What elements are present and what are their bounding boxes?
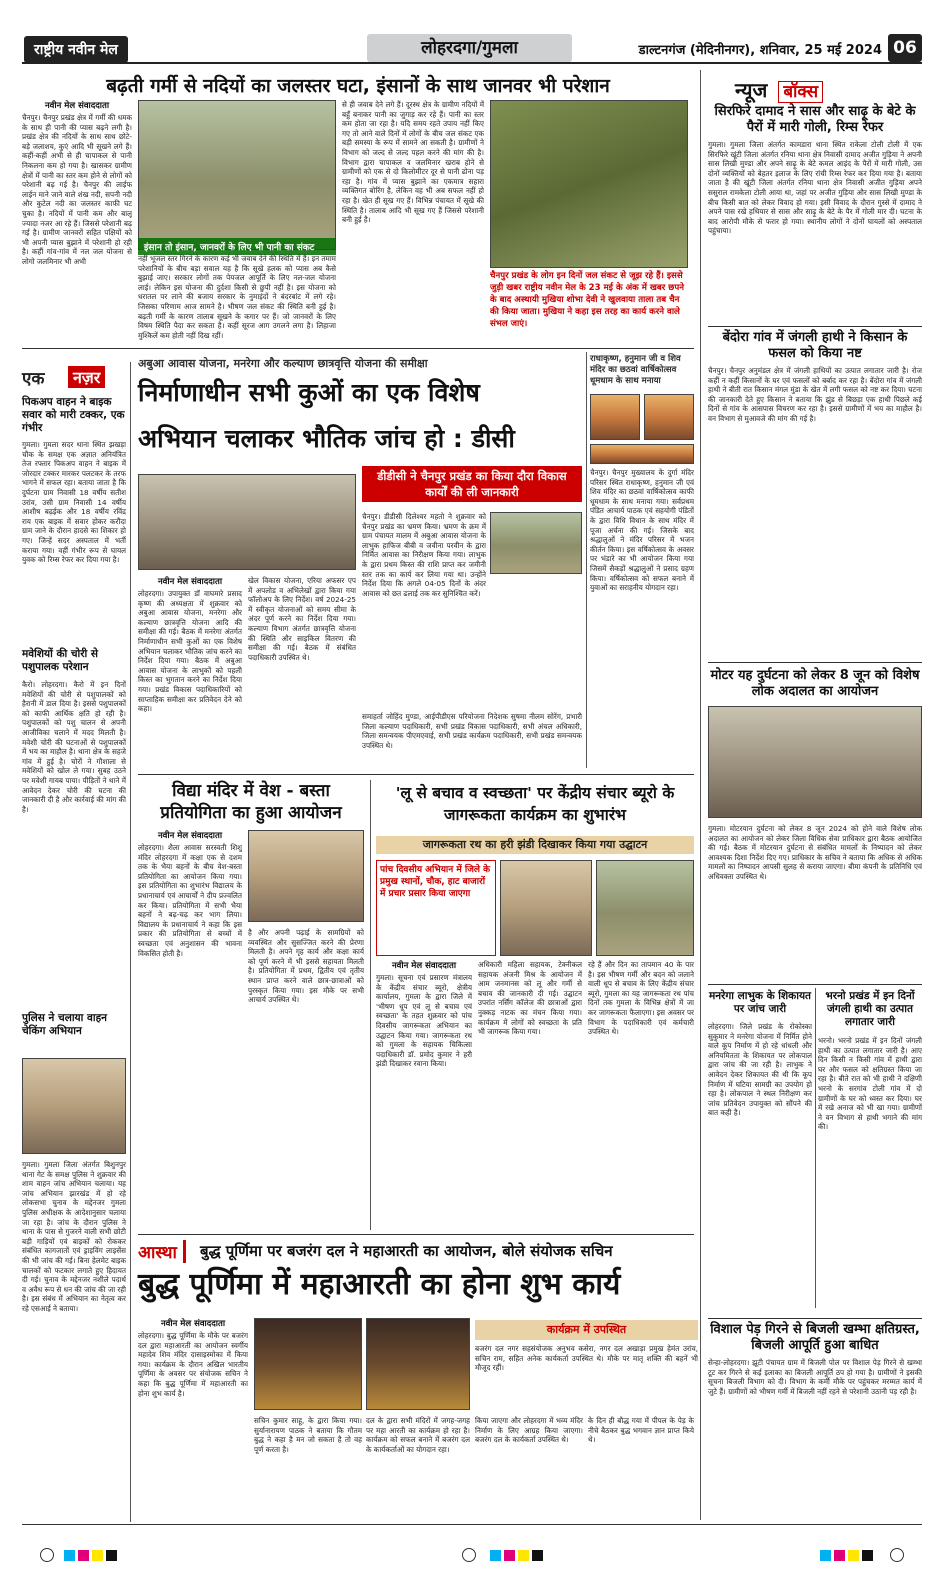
news-box-headline: बेंदोरा गांव में जंगली हाथी ने किसान के फसल को किया नष्ट — [722, 330, 908, 361]
color-swatch — [532, 1550, 543, 1561]
registration-mark — [40, 1548, 54, 1562]
section-title: लोहरदगा/गुमला — [367, 34, 572, 62]
color-swatch — [518, 1550, 529, 1561]
dateline: डाल्टनगंज (मेदिनीनगर), शनिवार, 25 मई 2024 — [638, 43, 882, 58]
side-headline: मवेशियों की चोरी से पशुपालक परेशान — [22, 648, 99, 673]
photo-banner — [596, 860, 694, 956]
divider — [708, 662, 922, 663]
news-box-headline: मोटर यह दुर्घटना को लेकर 8 जून को विशेष लोक अदालत का आयोजन — [710, 668, 920, 699]
section-tag: आस्था — [138, 1240, 186, 1263]
tan-bar: जागरूकता रथ का हरी झंडी दिखाकर किया गया उद्घाटन — [376, 836, 694, 854]
headline-line1: निर्माणाधीन सभी कुओं का एक विशेष — [138, 378, 480, 407]
article-body: रहे हैं और दिन का तापमान 40 के पार है। इस भीषण गर्मी और बदन को जलाने वाली धूप से बचाव के लिए केंद्रीय संचार ब्यूरो, गुमला का यह जागरूकता रथ पांच दिनों तक गुमला के विभिन्न क्षेत्रों में जा कर जागरूकता फैलाएगा। इस अवसर पर विभाग के पदाधिकारी एवं कर्मचारी उपस्थित थे। — [588, 960, 694, 1037]
article-body: गुमला। सूचना एवं प्रसारण मंत्रालय के केंद्रीय संचार ब्यूरो, क्षेत्रीय कार्यालय, गुमला के द्वारा जिले में 'भीषण धूप एवं लू से बचाव एवं स्वच्छता' के तहत शुक्रवार को पांच दिवसीय जागरूकता अभियान का उद्घाटन किया गया। जागरूकता रथ को गुमला के सहायक चिकित्सा पदाधिकारी डॉ. प्रमोद कुमार ने हरी झंडी दिखाकर रवाना किया। — [376, 973, 472, 1069]
masthead — [22, 34, 922, 64]
divider — [22, 348, 694, 349]
photo-caption: चैनपुर प्रखंड के लोग इन दिनों जल संकट से जूझ रहे हैं। इससे जुड़ी खबर राष्ट्रीय नवीन मेल के 23 मई के अंक में खबर छपने के बाद अस्थायी मुखिया शोभा देवी ने खुलवाया ताला तब चैन की किया जाता। मुखिया ने कहा इस तरह का कार्य करने वाले संभल जाएं। — [490, 271, 684, 329]
article-body: लोहरदगा। उपायुक्त डॉ वाघमारे प्रसाद कृष्ण की अध्यक्षता में शुक्रवार को अबुआ आवास योजना, मनरेगा और कल्याण छात्रवृत्ति योजना आदि की समीक्षा की गई। बैठक में मनरेगा अंतर्गत निर्माणाधीन सभी कुओं का एक विशेष अभियान चलाकर भौतिक जांच करने का निर्देश दिया गया। बैठक में अबुआ आवास योजना के लाभुकों को पहली किस्त का भुगतान करने का निर्देश दिया गया। प्रखंड विकास पदाधिकारियों को साप्ताहिक समीक्षा कर प्रतिवेदन देने को कहा। — [138, 589, 242, 714]
article-body: गुमला। गुमला सदर थाना स्थित झखड़ा चौक के समक्ष एक अज्ञात अनियंत्रित तेज रफ्तार पिकअप वाहन ने बाइक में जोरदार टक्कर मारकर पलटकर के तरफ भागने में सफल रहा। बताया जाता है कि दुर्घटना ग्राम निवासी 18 वर्षीय सतीश उरांव, उसी ग्राम निवासी 14 वर्षीय आशीष बढ़ईक और 18 वर्षीय रविंद्र राय एक बाइक में सवार होकर करौंदा ग्राम जाने के दौरान हादसे का शिकार हो गए। जिन्हें सदर अस्पताल में भर्ती कराया गया। वहीं गंभीर रूप से घायल युवक को रिम्स रेफर कर दिया गया है। — [22, 440, 126, 565]
divider — [138, 774, 694, 775]
headline: बुद्ध पूर्णिमा में महाआरती का होना शुभ कार्य — [138, 1267, 621, 1302]
article-body: गुमला। मोटरयान दुर्घटना को लेकर 8 जून 2024 को होने वाले विशेष लोक अदालत का आयोजन को लेकर जिला विधिक सेवा प्राधिकार द्वारा बैठक आयोजित की गई। बैठक में मोटरयान दुर्घटना से संबंधित मामलों के निष्पादन को लेकर आवश्यक दिशा निर्देश दिए गए। प्राधिकार के सचिव ने बताया कि अधिक से अधिक मामलों का निष्पादन आपसी सुलह से कराया जाएगा। बीमा कंपनी के प्रतिनिधि एवं अधिवक्ता उपस्थित थे। — [708, 824, 922, 881]
news-box-headline: विशाल पेड़ गिरने से बिजली खम्भा क्षतिग्रस्त, बिजली आपूर्ति हुआ बाधित — [710, 1322, 920, 1353]
article-body: से ही जवाब देने लगे हैं। दूरस्थ क्षेत्र के ग्रामीण नदियों में बहुँ बनाकर पानी का जुगाड़ कर रहे हैं। पानी का स्तर कम होता जा रहा है। यदि समय रहते उपाय नहीं किए गए तो आने वाले दिनों में लोगों के बीच जल संकट एक बड़ी समस्या के रूप में सामने आ सकती है। ग्रामीणों ने विभाग को जल्द से जल्द पहल करने की मांग की है। विभाग द्वारा चापाकल व जलमिनार खराब होने से ग्रामीणों को एक से दो किलोमीटर दूर से पानी ढोना पड़ रहा है। गांव में प्यास बुझाने का एकमात्र सहारा व्यक्तिगत बोरिंग है, लेकिन वह भी अब सफल नहीं हो रहा है। खेत ही सूख गए हैं। विभिन्न पंचायत में सूखे की स्थिति है। तालाब आदि भी सूख गए हैं जिससे परेशानी बनी हुई है। — [342, 100, 484, 225]
color-swatch — [862, 1550, 873, 1561]
color-swatch — [64, 1550, 75, 1561]
divider — [708, 984, 922, 985]
registration-mark — [462, 1548, 476, 1562]
kicker: बुद्ध पूर्णिमा पर बजरंग दल ने महाआरती का आयोजन, बोले संयोजक सचिन — [200, 1242, 613, 1260]
byline: नवीन मेल संवाददाता — [391, 961, 457, 971]
photo-aarti — [254, 1318, 362, 1410]
color-swatch — [820, 1550, 831, 1561]
article-body: चैनपुर। चैनपुर मुख्यालय के दुर्गा मंदिर परिसर स्थित राधाकृष्ण, हनुमान जी एवं शिव मंदिर का छठवां वार्षिकोत्सव काफी धूमधाम के साथ मनाया गया। सर्वप्रथम पंडित आचार्य पाठक एवं सहयोगी पंडितों के द्वारा विधि विधान के साथ मंदिर में पूजा अर्चना की गई। जिसके बाद श्रद्धालुओं ने मंदिर परिसर में भजन कीर्तन किया। इस वर्षिकोत्सव के अवसर पर भंडारे का भी आयोजन किया गया जिसमें सैकड़ों श्रद्धालुओं ने प्रसाद ग्रहण किया। वर्षिकोत्सव को सफल बनाने में युवाओं का सराहनीय योगदान रहा। — [590, 468, 694, 593]
column-divider — [700, 70, 701, 1520]
color-swatch — [78, 1550, 89, 1561]
label-black: एक — [22, 366, 44, 389]
photo-temple — [590, 394, 640, 440]
article-body: चैनपुर। चैनपुर अनुमंडल क्षेत्र में जंगली हाथियों का उत्पात लगातार जारी है। रोज कहीं न कहीं किसानों के घर एवं फसलों को बर्बाद कर रहा है। बेंदोरा गांव में जंगली हाथी ने बीती रात किसान मंगल मुंडा के खेत में लगी फसल को नष्ट कर दिया। घटना की जानकारी देते हुए किसान ने बताया कि झुंड से बिछड़ा एक हाथी पिछले कई दिनों से गांव के आसपास विचरण कर रहा है। इससे ग्रामीणों में भय का माहौल है। वन विभाग से मुआवजे की मांग की गई है। — [708, 366, 922, 423]
article-body: किया जाएगा और लोहरदगा में भव्य मंदिर निर्माण के लिए आग्रह किया जाएगा। बजरंग दल के कार्यकर्ता उपस्थित थे। — [475, 1416, 583, 1445]
photo-temple — [590, 444, 694, 464]
article-body: गुमला। गुमला जिला अंतर्गत बिशुनपुर थाना गेट के समक्ष पुलिस ने शुक्रवार की शाम वाहन जांच अभियान चलाया। यह जांच अभियान झारखंड में हो रहे लोकसभा चुनाव के मद्देनजर गुमला पुलिस अधीक्षक के आदेशानुसार चलाया जा रहा है। जांच के दौरान पुलिस ने थाना के पास से गुजरने वाली सभी छोटी बड़ी गाड़ियों एवं बाइकों को रोककर संबंधित कागजातों एवं ड्राइविंग लाइसेंस की भी जांच की गई। बिना हेलमेट बाइक चालकों को फटकार लगाते हुए हिदायत दी गई। चुनाव के मद्देनजर नशीले पदार्थ व अवैध रूप से धन की जांच की जा रही है। इस संबंध में अभियान का नेतृत्व कर रहे एसआई ने बताया। — [22, 1160, 126, 1313]
divider — [708, 1318, 922, 1319]
color-swatch — [92, 1550, 103, 1561]
article-body: सचिन कुमार साहू, के द्वारा किया गया। सुर्यानारायण पाठक ने बताया कि गौतम बुद्ध ने कहा है मन जो सकता है तो वह पूर्ण करता है। — [254, 1416, 362, 1454]
label-red: बॉक्स — [778, 81, 823, 103]
article-body: बजरंग दल नगर सहसंयोजक अनुभव कसेरा, नगर दल अखाड़ा प्रमुख हेमंत उरांव, सचिन राम, सहित अनेक कार्यकर्ता उपस्थित थे। मौके पर मातृ शक्ति की बहनें भी मौजूद रहीं। — [475, 1344, 698, 1373]
photo-site-visit — [490, 512, 582, 574]
subheadline: डीडीसी ने चैनपुर प्रखंड का किया दौरा विकास कार्यों की ली जानकारी — [362, 466, 582, 502]
news-box-headline: भरनो प्रखंड में इन दिनों जंगली हाथी का उत्पात लगातार जारी — [825, 990, 915, 1028]
article-body: चैनपुर। डीडीसी दिलेश्वर महतो ने शुक्रवार को चैनपुर प्रखंड का भ्रमण किया। भ्रमण के क्रम में ग्राम पंचायत मालम में अबुआ आवास योजना के लाभुक हाफिज बीबी व जवीना परवीन के द्वारा निर्मित आवास का निरीक्षण किया गया। लाभुक के द्वारा प्रथम किस्त की राशि प्राप्त कर जमीनी स्तर तक का कार्य कर लिया गया था। उन्होंने निर्देश दिया कि अगले 04-05 दिनों के अंदर आवास को छत ढलाई तक कर सुनिश्चित करें। — [362, 512, 486, 598]
article-body: के दिन ही बौद्ध गया में पीपल के पेड़ के नीचे बैठकर बुद्ध भगवान ज्ञान प्राप्त किये थे। — [588, 1416, 694, 1445]
article-body: अधिकारी महिला सहायक, टेक्नीकल सहायक अंजनी मिश्र के आयोजन में आम जनमानस को लू और गर्मी से बचाव की जानकारी दी गई। उद्घाटन उपरांत नर्सिंग कॉलेज की छात्राओं द्वारा नुक्कड़ नाटक का मंचन किया गया। कार्यक्रम में लोगों को स्वच्छता के प्रति भी जागरूक किया गया। — [478, 960, 582, 1037]
article-body: कैरो। लोहरदगा। कैरो में इन दिनों मवेशियों की चोरी से पशुपालकों को हैरानी में डाल दिया है। इससे पशुपालकों को काफी आर्थिक क्षति हो रही है। पशुपालकों को पशु चालन से अपनी आजीविका चलाने में मदद मिलती है। मवेशी चोरी की घटनाओं से पशुपालकों में भय का माहौल है। थाना क्षेत्र के सहजे गांव में हुई है। चोरों ने गौशाला से मवेशियों को खोल ले गया। सुबह उठने पर मवेशी गायब पाया। पीड़ितों ने थाने में आवेदन देकर चोरी की घटना की जानकारी दी है और कार्रवाई की मांग की है। — [22, 680, 126, 814]
side-headline: पुलिस ने चलाया वाहन चेकिंग अभियान — [22, 1012, 107, 1037]
column-divider — [586, 352, 587, 768]
column-divider — [815, 988, 816, 1308]
paper-name: राष्ट्रीय नवीन मेल — [24, 36, 128, 63]
photo-caption: इंसान तो इंसान, जानवरों के लिए भी पानी का संकट — [138, 238, 336, 255]
article-body: गुमला। गुमला जिला अंतर्गत कामडारा थाना स्थित राकेला टोली टोली में एक सिरफिरे खूंटी जिला अंतर्गत रनिया थाना क्षेत्र निवासी दामाद अजीत गुड़िया ने अपनी सास लिखी मुण्डा और अपने साढ़ू के बेटे कमल आइंद के पैरों में मारी गोली, उस दोनों व्यक्तियों को बेहतर इलाज के लिए रांची रिम्स रेफर कर दिया गया है। बताया जाता है की खूंटी जिला अंतर्गत रनिया थाना क्षेत्र निवासी अजीत गुड़िया अपने ससुराल रामकेला टोली आया था, जहां पर अजीत गुड़िया और सास लिखी मुण्डा के बीच किसी बात को लेकर विवाद हो गया। इसी विवाद के दौरान गुस्से में दामाद ने अपने पास रखे हथियार से सास और साढ़ू के बेटे के पैर में गोली मार दी। घटना के बाद आरोपी मौके से फरार हो गया। स्थानीय लोगों ने दोनों घायलों को अस्पताल पहुंचाया। — [708, 140, 922, 236]
divider — [138, 1234, 694, 1235]
photo-students — [248, 830, 364, 922]
photo-temple — [644, 394, 694, 440]
photo-rally — [500, 860, 592, 956]
page-number: 06 — [888, 34, 922, 62]
label-black: न्यूज — [735, 78, 768, 102]
article-body: खेल विकास योजना, एरिया अफसर एप में अपलोड व अभिलेखों द्वारा किया गया फॉलोअप के लिए निर्देश। वर्ष 2024-25 में स्वीकृत योजनाओं को समय सीमा के अंदर पूर्ण करने का निर्देश दिया गया। कल्याण विभाग अंतर्गत छात्रवृत्ति योजना की स्थिति और साइकिल वितरण की समीक्षा की गई। बैठक में संबंधित पदाधिकारी उपस्थित थे। — [248, 576, 356, 662]
color-swatch — [834, 1550, 845, 1561]
registration-mark — [890, 1548, 904, 1562]
article-body: है और अपनी पढ़ाई के सामग्रियों को व्यवस्थित और सुसज्जित करने की प्रेरणा मिलती है। अपने गृह कार्य और कक्षा कार्य को पूर्ण करने में भी इससे सहायता मिलती है। प्रतियोगिता में प्रथम, द्वितीय एवं तृतीय स्थान प्राप्त करने वाले छात्र-छात्राओं को पुरस्कृत किया गया। इस मौके पर सभी आचार्य उपस्थित थे। — [248, 928, 364, 1005]
photo-handpump — [490, 100, 688, 268]
news-box-headline: मनरेगा लाभुक के शिकायत पर जांच जारी — [708, 990, 812, 1015]
headline: विद्या मंदिर में वेश - बस्ता प्रतियोगिता का हुआ आयोजन — [160, 781, 342, 823]
kicker: अबुआ आवास योजना, मनरेगा और कल्याण छात्रवृत्ति योजना की समीक्षा — [138, 357, 428, 370]
article-body: लोहरदगा। शैला आवास सरस्वती शिशु मंदिर लोहरदगा में कक्षा एक से दशम तक के भैया बहनों के बीच वेश-बस्ता प्रतियोगिता का आयोजन किया गया। इस प्रतियोगिता का शुभारंभ विद्यालय के प्रधानाचार्य एवं आचार्यों ने दीप प्रज्वलित कर किया। प्रतियोगिता में सभी भैया बहनों ने बढ़-चढ़ कर भाग लिया। विद्यालय के प्रधानाचार्य ने कहा कि इस प्रकार की प्रतियोगिता से बच्चों में स्वच्छता एवं अनुशासन की भावना विकसित होती है। — [138, 843, 242, 958]
photo-dry-river — [138, 100, 336, 250]
photo-lok-adalat — [708, 706, 922, 818]
photo-meeting — [138, 474, 356, 570]
article-body: दल के द्वारा सभी मंदिरों में जगह-जगह पर महा आरती का कार्यक्रम हो रहा है। कार्यक्रम को सफल बनाने में बजरंग दल के कार्यकर्ताओं का योगदान रहा। — [366, 1416, 470, 1454]
headline: 'लू से बचाव व स्वच्छता' पर केंद्रीय संचार ब्यूरो के जागरूकता कार्यक्रम का शुभारंभ — [395, 784, 675, 824]
color-swatch — [848, 1550, 859, 1561]
news-box-headline: सिरफिरे दामाद ने सास और साढ़ू के बेटे के पैरों में मारी गोली, रिम्स रेफर — [714, 104, 916, 135]
byline: नवीन मेल संवाददाता — [157, 577, 223, 587]
column-divider — [370, 780, 371, 1230]
article-body: लोहरदगा। बुद्ध पूर्णिमा के मौके पर बजरंग दल द्वारा महाआरती का आयोजन स्वर्गीय महादेव शिव मंदिर दासाइस्मोका में किया गया। कार्यक्रम के दौरान अखिल भारतीय पूर्णिमा के अवसर पर संयोजक सचिन ने कहा कि बुद्ध पूर्णिमा में महाआरती का होना शुभ कार्य है। — [138, 1331, 248, 1398]
highlight-box: पांच दिवसीय अभियान में जिले के प्रमुख स्थानों, चौक, हाट बाजारों में प्रचार प्रसार किया जाएगा — [376, 860, 496, 956]
photo-aarti — [366, 1318, 470, 1410]
label-red: नज़र — [68, 366, 105, 388]
headline-line2: अभियान चलाकर भौतिक जांच हो : डीसी — [138, 424, 515, 453]
side-headline: पिकअप वाहन ने बाइक सवार को मारी टक्कर, एक गंभीर — [22, 396, 125, 434]
photo-vehicle-check — [22, 1058, 126, 1154]
kicker: राधाकृष्ण, हनुमान जी व शिव मंदिर का छठवां वार्षिकोत्सव धूमधाम के साथ मनाया — [590, 354, 681, 386]
ek-nazar-label — [22, 366, 124, 390]
color-swatch — [106, 1550, 117, 1561]
color-swatch — [490, 1550, 501, 1561]
divider — [708, 326, 922, 327]
article-body: भरनो। भरनो प्रखंड में इन दिनों जंगली हाथी का उत्पात लगातार जारी है। आए दिन किसी न किसी गांव में हाथी द्वारा घर और फसल को क्षतिग्रस्त किया जा रहा है। बीते रात को भी हाथी ने दक्षिणी भरनो के सरगांव टोली गांव में दो ग्रामीणों के घर को ध्वस्त कर दिया। घर में रखे अनाज को भी खा गया। ग्रामीणों ने वन विभाग से हाथी भगाने की मांग की। — [818, 1036, 922, 1132]
lead-headline: बढ़ती गर्मी से नदियों का जलस्तर घटा, इंसानों के साथ जानवर भी परेशान — [106, 75, 610, 97]
program-label: कार्यक्रम में उपस्थित — [475, 1320, 698, 1340]
article-body: सेन्हा-लोहरदगा। झूटी पंचायत ग्राम में बिजली पोल पर विशाल पेड़ गिरने से खम्भा टूट कर गिरने से कई इलाका का बिजली आपूर्ति ठप हो गया है। ग्रामीणों ने इसकी सूचना बिजली विभाग को दी। विभाग के कर्मी मौके पर पहुंचकर मरम्मत कार्य में जुटे हैं। ग्रामीणों को भीषण गर्मी में बिजली नहीं रहने से परेशानी उठानी पड़ रही है। — [708, 1358, 922, 1396]
byline: नवीन मेल संवाददाता — [157, 831, 223, 841]
byline: नवीन मेल संवाददाता — [44, 101, 110, 111]
article-body: चैनपुर। चैनपुर प्रखंड क्षेत्र में गर्मी की धमक के साथ ही पानी की प्यास बढ़ने लगी है। प्रखंड क्षेत्र की नदियों के साथ साथ छोटे-बड़े जलाशय, कुएं आदि भी सूखने लगे हैं। कहीं-कहीं अभी से ही चापाकल से पानी निकलना कम हो गया है। खासकर ग्रामीण क्षेत्रों में पानी का स्तर कम होने से लोगों को परेशानी बढ़ गई है। चैनपुर की लाईफ लाईन माने जाने वाले शंख नदी, सपनी नदी और कुटेल नदी का जलस्तर काफी घट चुका है। नदियों में पानी कम और बालू ज्यादा नजर आ रहे हैं। जिससे परेशानी बढ़ गई है। ग्रामीण जानवरों सहित पक्षियों को भी अपनी प्यास बुझाने में परेशानी हो रही है। कहीं गांव-गांव में नल जल योजना से लोगो जलमिनार भी अभी — [22, 113, 132, 266]
article-body: लोहरदगा। जिले प्रखंड के रोकोस्का सुकुमार ने मनरेगा योजना में निर्मित होने वाले कूप निर्माण में हो रहे धांधली और अनियमितता के शिकायत पर लोकपाल द्वारा जांच की जा रही है। लाभुक ने आवेदन देकर शिकायत की थी कि कूप निर्माण में घटिया सामग्री का उपयोग हो रहा है। लोकपाल ने स्थल निरीक्षण कर जांच प्रतिवेदन उपायुक्त को सौंपने की बात कही है। — [708, 1022, 812, 1118]
column-divider — [130, 362, 131, 1522]
color-swatch — [504, 1550, 515, 1561]
article-body: नहीं भूजल स्तर गिरने के कारण कई भी जवाब देने की स्थिति में हैं। इन तमाम परेशानियों के बीच बड़ा सवाल यह है कि सूखे हलक को प्यास अब कैसे बुझाई जाए। सरकार लोगों तक पेयजल आपूर्ति के लिए नल-जल योजना लाई। लेकिन इस योजना की दुर्दशा किसी से छुपी नहीं है। इस योजना को धरातल पर लाने की बजाय सरकार के नुमाइंदों ने बंदरबांट में लगे रहे। जिसका परिणाम आज सामने है। भीषण जल संकट की स्थिति बनी हुई है। बढ़ती गर्मी के कारण तालाब सूखने के कगार पर हैं। जो जानवरों के लिए विषम स्थिति पैदा कर सकता है। कहीं सूरज आग उगलने लगा है। लिहाजा मुश्किलें कम होती नहीं दिख रहीं। — [138, 254, 336, 340]
article-body: समाहर्ता जोहिंद मुण्डा, आईपीडीएस परियोजना निदेशक सुषमा नीलम सोरेंग, प्रभारी जिला कल्याण पदाधिकारी, सभी प्रखंड विकास पदाधिकारी, सभी अंचल अधिकारी, जिला समन्वयक पीएमएवाई, सभी प्रखंड कार्यक्रम पदाधिकारी, सभी प्रखंड समन्वयक उपस्थित थे। — [362, 712, 582, 750]
news-box-label — [735, 76, 823, 103]
footer-rule — [22, 1524, 922, 1534]
byline: नवीन मेल संवाददाता — [160, 1319, 226, 1329]
